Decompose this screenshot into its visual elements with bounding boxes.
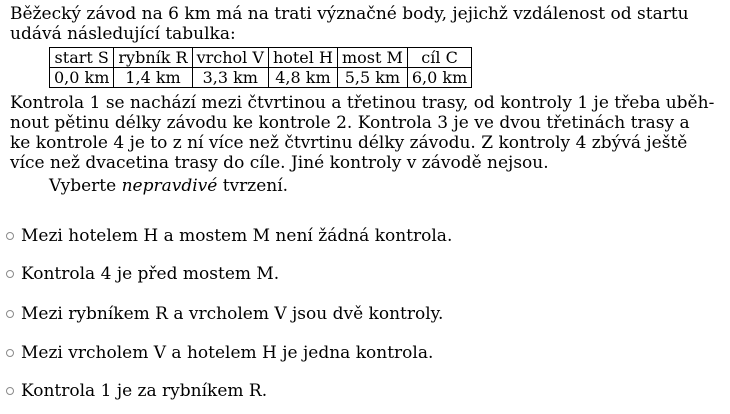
table-value-cell: 3,3 km — [192, 68, 268, 88]
prompt-after: tvrzení. — [217, 176, 289, 196]
option-label: Mezi vrcholem V a hotelem H je jedna kontrola. — [21, 343, 434, 363]
intro-line-1: Běžecký závod na 6 km má na trati význačné body, jejichž vzdálenost od startu — [10, 4, 689, 24]
table-header-cell: vrchol V — [192, 48, 268, 68]
table-value-row — [50, 68, 472, 88]
option-label: Kontrola 4 je před mostem M. — [21, 264, 280, 284]
paragraph-line: Kontrola 1 se nachází mezi čtvrtinou a třetinou trasy, od kontroly 1 je třeba uběh- — [10, 93, 715, 113]
prompt-emphasis: nepravdivé — [121, 176, 218, 196]
table-header-cell: start S — [50, 48, 114, 68]
paragraph-line: nout pětinu délky závodu ke kontrole 2. Kontrola 3 je ve dvou třetinách trasy a — [10, 113, 690, 133]
option-label: Mezi hotelem H a mostem M není žádná kontrola. — [21, 226, 453, 246]
question-prompt — [49, 176, 288, 196]
paragraph-line: více než dvacetina trasy do cíle. Jiné kontroly v závodě nejsou. — [10, 153, 549, 173]
radio-icon[interactable] — [6, 270, 14, 278]
table-header-cell: rybník R — [114, 48, 192, 68]
answer-option-5[interactable] — [6, 379, 267, 403]
option-label: Kontrola 1 je za rybníkem R. — [21, 381, 268, 401]
radio-icon[interactable] — [6, 232, 14, 240]
intro-line-2: udává následující tabulka: — [10, 24, 236, 44]
table-header-cell: cíl C — [407, 48, 471, 68]
answer-option-4[interactable] — [6, 341, 433, 365]
answer-option-1[interactable] — [6, 224, 452, 248]
table-header-cell: hotel H — [268, 48, 337, 68]
problem-paragraph — [10, 93, 720, 173]
table-value-cell: 4,8 km — [268, 68, 337, 88]
answer-option-2[interactable] — [6, 262, 279, 286]
prompt-before: Vyberte — [49, 176, 122, 196]
radio-icon[interactable] — [6, 310, 14, 318]
table-value-cell: 0,0 km — [50, 68, 114, 88]
table-value-cell: 6,0 km — [407, 68, 471, 88]
distance-table — [49, 47, 472, 88]
table-header-row — [50, 48, 472, 68]
intro-text — [10, 4, 720, 44]
table-value-cell: 1,4 km — [114, 68, 192, 88]
radio-icon[interactable] — [6, 349, 14, 357]
radio-icon[interactable] — [6, 387, 14, 395]
option-label: Mezi rybníkem R a vrcholem V jsou dvě kontroly. — [21, 304, 444, 324]
table-value-cell: 5,5 km — [337, 68, 407, 88]
answer-option-3[interactable] — [6, 302, 443, 326]
paragraph-line: ke kontrole 4 je to z ní více než čtvrtinu délky závodu. Z kontroly 4 zbývá ještě — [10, 133, 688, 153]
table-header-cell: most M — [337, 48, 407, 68]
